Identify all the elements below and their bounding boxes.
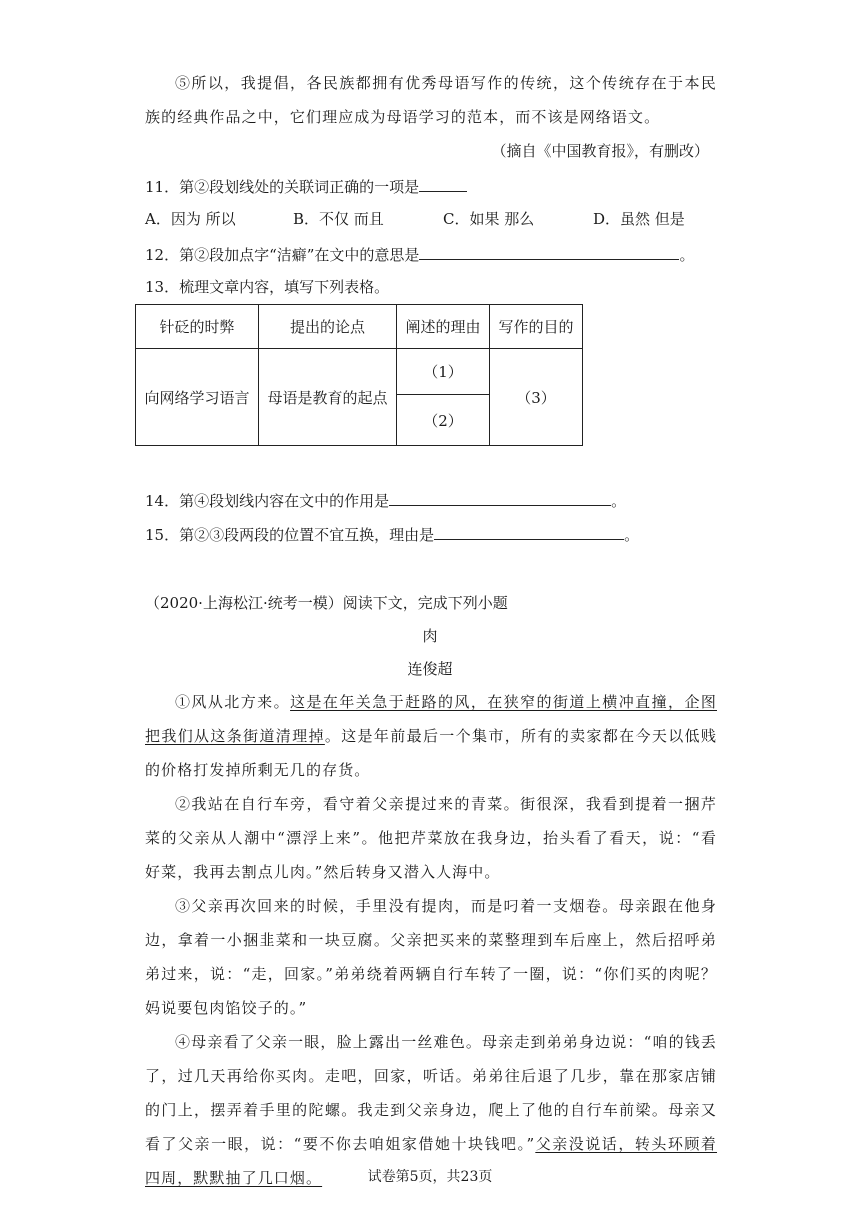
p4-start: ④母亲看了父亲一眼，脸上露出一丝难色。母亲走到弟弟身边说：“咱的钱丢了，过几天再给你买肉。走吧，回家，听话。弟弟往后退了几步，靠在那家店铺的门上，摆弄着手里的陀螺。我走到父亲身边，爬上了他的自行车前梁。母亲又看了父亲一眼，说：“要不你去咱姐家借她十块钱吧。” xyxy=(145,1033,717,1153)
p4-underlined-sentence: 父亲没说话，转头环顾着四周，默默抽了几口烟。 xyxy=(145,1135,718,1187)
question-14-end: 。 xyxy=(611,492,627,510)
reading-paragraph-2: ②我站在自行车旁，看守着父亲提过来的青菜。街很深，我看到提着一捆芹菜的父亲从人潮中“漂浮上来”。他把芹菜放在我身边，抬头看了看天，说：“看好菜，我再去割点儿肉。”然后转身又潜入人海中。 xyxy=(145,795,717,881)
page-footer: 试卷第5页，共23页 xyxy=(367,1169,493,1185)
question-12-end: 。 xyxy=(679,246,695,264)
header-purpose: 写作的目的 xyxy=(490,305,583,349)
question-11-options xyxy=(145,208,705,230)
option-a[interactable]: A．因为 所以 xyxy=(145,210,236,228)
table-row xyxy=(136,349,583,395)
cell-thesis: 母语是教育的起点 xyxy=(259,349,397,446)
cell-purpose[interactable]: （3） xyxy=(490,349,583,446)
option-c[interactable]: C．如果 那么 xyxy=(443,210,535,228)
option-b[interactable]: B．不仅 而且 xyxy=(293,210,384,228)
question-11 xyxy=(145,175,467,197)
answer-blank-11[interactable] xyxy=(419,175,467,192)
passage-source: （摘自《中国教育报》，有删改） xyxy=(491,142,709,160)
question-15-text: 15．第②③段两段的位置不宜互换，理由是 xyxy=(145,526,435,544)
question-14 xyxy=(145,489,626,511)
question-15-end: 。 xyxy=(624,526,640,544)
answer-blank-14[interactable] xyxy=(389,489,611,506)
reading-intro: （2020·上海松江·统考一模）阅读下文，完成下列小题 xyxy=(145,594,508,612)
cell-reason-2[interactable]: （2） xyxy=(397,395,490,446)
option-d[interactable]: D．虽然 但是 xyxy=(593,210,685,228)
header-thesis: 提出的论点 xyxy=(259,305,397,349)
header-abuse: 针砭的时弊 xyxy=(136,305,259,349)
answer-blank-15[interactable] xyxy=(434,523,624,540)
summary-table xyxy=(135,304,583,446)
header-reason: 阐述的理由 xyxy=(397,305,490,349)
question-12 xyxy=(145,243,694,265)
p1-underlined-sentence: 这是在年关急于赶路的风，在狭窄的街道上横冲直撞，企图把我们从这条街道清理掉 xyxy=(145,693,717,745)
cell-reason-1[interactable]: （1） xyxy=(397,349,490,395)
question-12-text: 12．第②段加点字“洁癖”在文中的意思是 xyxy=(145,246,420,264)
question-15 xyxy=(145,523,639,545)
cell-abuse: 向网络学习语言 xyxy=(136,349,259,446)
table-header-row xyxy=(136,305,583,349)
answer-blank-12[interactable] xyxy=(419,243,679,260)
question-11-text: 11．第②段划线处的关联词正确的一项是 xyxy=(145,178,420,196)
reading-paragraph-3: ③父亲再次回来的时候，手里没有提肉，而是叼着一支烟卷。母亲跟在他身边，拿着一小捆韭菜和一块豆腐。父亲把买来的菜整理到车后座上，然后招呼弟弟过来，说：“走，回家。”弟弟绕着两辆自行车转了一圈，说：“你们买的肉呢？妈说要包肉馅饺子的。” xyxy=(145,897,717,1017)
question-14-text: 14．第④段划线内容在文中的作用是 xyxy=(145,492,390,510)
reading-author: 连俊超 xyxy=(407,660,453,678)
p1-start: ①风从北方来。 xyxy=(175,693,291,711)
reading-title: 肉 xyxy=(422,627,438,645)
reading-paragraph-1 xyxy=(145,685,717,787)
question-13: 13．梳理文章内容，填写下列表格。 xyxy=(145,278,390,296)
p1-end: 。这是年前最后一个集市，所有的卖家都在今天以低贱的价格打发掉所剩无几的存货。 xyxy=(145,727,718,779)
passage-paragraph-5: ⑤所以，我提倡，各民族都拥有优秀母语写作的传统，这个传统存在于本民族的经典作品之中，它们理应成为母语学习的范本，而不该是网络语文。 xyxy=(145,74,717,126)
